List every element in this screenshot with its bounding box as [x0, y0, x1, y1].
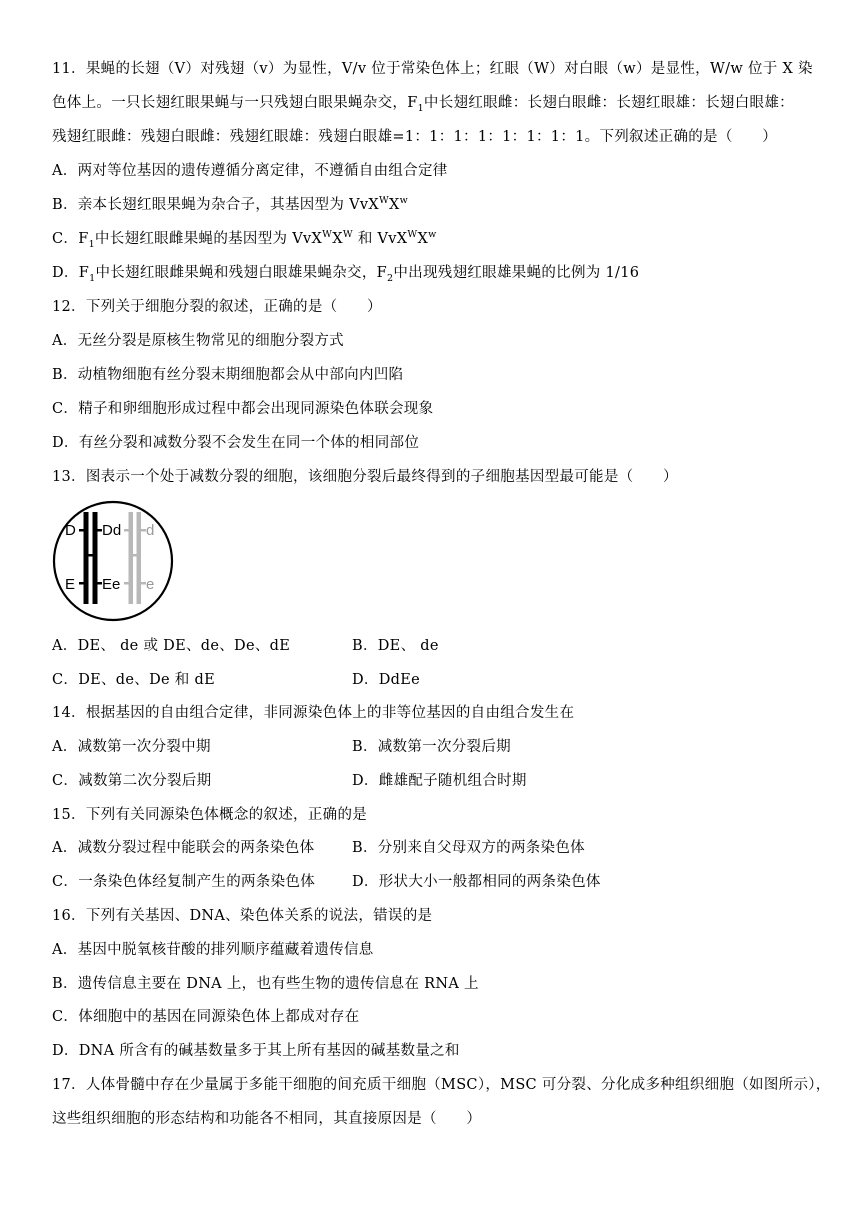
q11-stem-line3: 残翅红眼雌：残翅白眼雌：残翅红眼雄：残翅白眼雄=1：1：1：1：1：1：1：1。下列叙述正确的是（ ） [52, 129, 778, 145]
q11-option-a: A．两对等位基因的遗传遵循分离定律，不遵循自由组合定律 [52, 163, 448, 179]
q16-option-c: C．体细胞中的基因在同源染色体上都成对存在 [52, 1009, 360, 1025]
label-dd: Dd [102, 522, 122, 539]
q15-stem: 15．下列有关同源染色体概念的叙述，正确的是 [52, 807, 368, 823]
cell-chromosome-diagram [52, 500, 174, 622]
label-e-upper: E [65, 576, 76, 593]
label-d-upper: D [65, 522, 76, 539]
q11-stem-line1: 11．果蝇的长翅（V）对残翅（v）为显性，V/v 位于常染色体上；红眼（W）对白眼（w）是显性，W/w 位于 X 染 [52, 61, 813, 77]
q14-option-a: A．减数第一次分裂中期 [52, 739, 211, 755]
q11-option-b: B．亲本长翅红眼果蝇为杂合子，其基因型为 $VvX^WX^w$ [52, 195, 409, 213]
q17-stem-line1: 17．人体骨髓中存在少量属于多能干细胞的间充质干细胞（MSC），MSC 可分裂、分化成多种组织细胞（如图所示）， [52, 1077, 831, 1093]
q16-option-d: D．DNA 所含有的碱基数量多于其上所有基因的碱基数量之和 [52, 1043, 460, 1059]
q12-option-d: D．有丝分裂和减数分裂不会发生在同一个体的相同部位 [52, 435, 420, 451]
q12-option-a: A．无丝分裂是原核生物常见的细胞分裂方式 [52, 333, 344, 349]
q14-option-c: C．减数第二次分裂后期 [52, 773, 212, 789]
q11-option-d: D．$F_1$中长翅红眼雌果蝇和残翅白眼雄果蝇杂交，$F_2$中出现残翅红眼雄果蝇的比例为 1/16 [52, 265, 640, 284]
q16-option-b: B．遗传信息主要在 DNA 上，也有些生物的遗传信息在 RNA 上 [52, 976, 479, 992]
label-d-lower: d [146, 522, 155, 539]
q15-option-a: A．减数分裂过程中能联会的两条染色体 [52, 840, 315, 856]
q15-option-c: C．一条染色体经复制产生的两条染色体 [52, 874, 315, 890]
q12-stem: 12．下列关于细胞分裂的叙述，正确的是（ ） [52, 299, 382, 315]
q14-stem: 14．根据基因的自由组合定律，非同源染色体上的非等位基因的自由组合发生在 [52, 705, 575, 721]
label-e-lower: e [146, 576, 155, 593]
q13-stem: 13．图表示一个处于减数分裂的细胞，该细胞分裂后最终得到的子细胞基因型最可能是（ ） [52, 469, 678, 485]
q13-option-d: D．DdEe [352, 672, 420, 688]
q15-option-b: B．分别来自父母双方的两条染色体 [352, 840, 585, 856]
q13-option-a: A．DE、 de 或 DE、de、De、dE [52, 638, 291, 654]
q16-option-a: A．基因中脱氧核苷酸的排列顺序蕴藏着遗传信息 [52, 942, 374, 958]
q11-option-c: C．$F_1$中长翅红眼雌果蝇的基因型为 $VvX^WX^W$ 和 $VvX^WX^w$ [52, 229, 437, 250]
q17-stem-line2: 这些组织细胞的形态结构和功能各不相同，其直接原因是（ ） [52, 1111, 482, 1127]
q14-option-d: D．雌雄配子随机组合时期 [352, 773, 527, 789]
q14-option-b: B．减数第一次分裂后期 [352, 739, 511, 755]
label-ee: Ee [102, 576, 121, 593]
q15-option-d: D．形状大小一般都相同的两条染色体 [352, 874, 601, 890]
q12-option-b: B．动植物细胞有丝分裂末期细胞都会从中部向内凹陷 [52, 367, 404, 383]
q12-option-c: C．精子和卵细胞形成过程中都会出现同源染色体联会现象 [52, 401, 434, 417]
q11-stem-line2: 色体上。一只长翅红眼果蝇与一只残翅白眼果蝇杂交，$F_1$中长翅红眼雌：长翅白眼雌：长翅红眼雄：长翅白眼雄： [52, 95, 794, 114]
q13-option-b: B．DE、 de [352, 638, 439, 654]
q13-option-c: C．DE、de、De 和 dE [52, 672, 215, 688]
q16-stem: 16．下列有关基因、DNA、染色体关系的说法，错误的是 [52, 908, 433, 924]
